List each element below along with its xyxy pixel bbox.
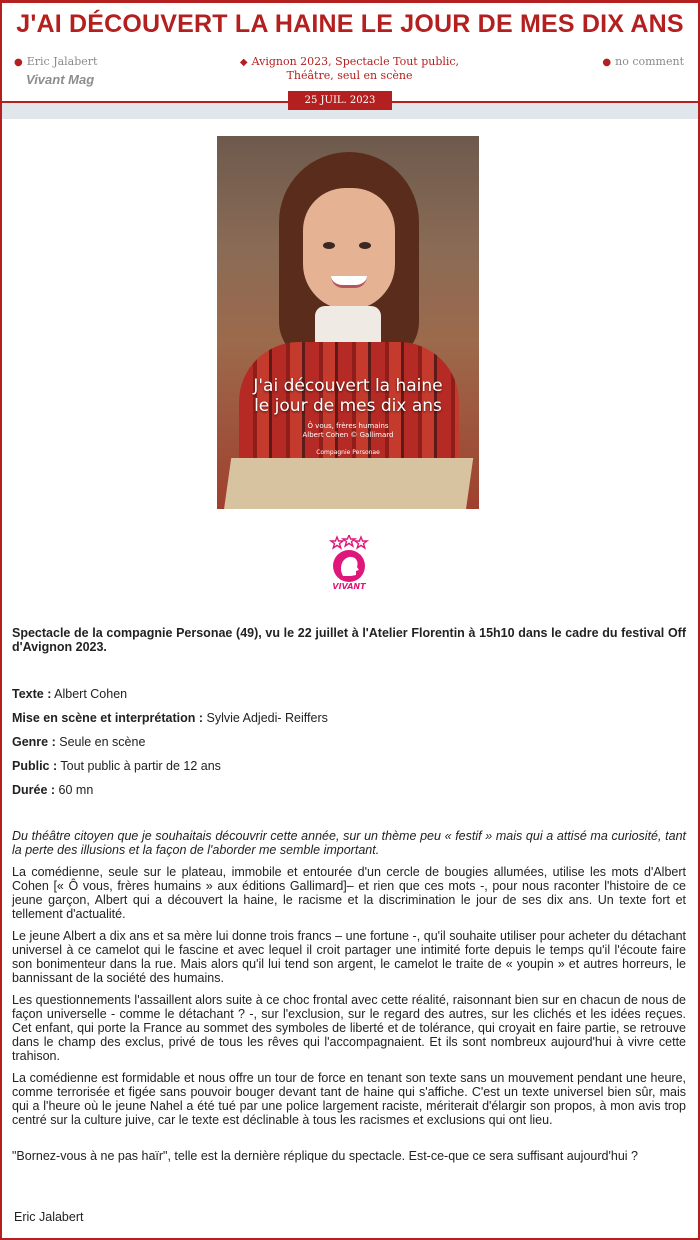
fact-value: Tout public à partir de 12 ans xyxy=(57,759,221,773)
author-meta[interactable] xyxy=(14,55,97,68)
poster-company: Compagnie Personae xyxy=(316,449,380,456)
signature: Eric Jalabert xyxy=(14,1210,84,1224)
logo-text: VIVANT xyxy=(332,582,366,591)
article-title: J'AI DÉCOUVERT LA HAINE LE JOUR DE MES DIX ANS xyxy=(16,10,684,38)
poster-title-line-1: J'ai découvert la haine xyxy=(253,376,443,396)
fact-value: Sylvie Adjedi- Reiffers xyxy=(203,711,328,725)
poster-subtitle xyxy=(217,422,479,440)
tags-meta[interactable] xyxy=(232,55,467,82)
fact-duration xyxy=(12,783,93,797)
show-poster xyxy=(217,136,479,509)
fact-genre xyxy=(12,735,145,749)
poster-title-line-2: le jour de mes dix ans xyxy=(254,396,442,416)
lead-paragraph: Du théâtre citoyen que je souhaitais découvrir cette année, sur un thème peu « festif » mais qui a attisé ma curiosité, tant la perte des illusions et la façon de l'aborder me semble important. xyxy=(12,829,686,857)
date-badge: 25 JUIL. 2023 xyxy=(288,91,392,110)
fact-label: Public : xyxy=(12,759,58,773)
body-paragraph-3: Les questionnements l'assaillent alors suite à ce choc frontal avec cette réalité, raisonnant bien sur en chacun de nous de façon universelle - comme le détachant ? -, sur l'exclusion, sur le regard des autres, sur les clichés et les idées reçues. Cet enfant, qui porte la France au sommet des symboles de liberté et de tolérance, qui croyait en faire partie, se retrouve dans le champ des exclus, privé de tous les rêves qui l'accompagnaient. Et ils sont nombreux aujourd'hui à vivre cette trahison. xyxy=(12,993,686,1063)
logo-star-right xyxy=(355,537,367,548)
fact-label: Durée : xyxy=(12,783,56,797)
user-icon: ● xyxy=(14,57,23,68)
body-paragraph-1: La comédienne, seule sur le plateau, immobile et entourée d'un cercle de bougies allumées, utilise les mots d'Albert Cohen [« Ô vous, frères humains » aux éditions Gallimard]– et rien que ces mots -, pour nous raconter l'histoire de ce jeune garçon, Albert qui a découvert la haine, le racisme et la discrimination le jour de ses dix ans. Un texte fort et tellement d'actualité. xyxy=(12,865,686,921)
fact-staging xyxy=(12,711,328,725)
logo-star-left xyxy=(331,537,343,548)
poster-book xyxy=(223,458,473,509)
fact-value: Albert Cohen xyxy=(51,687,128,701)
comments-link[interactable]: no comment xyxy=(615,55,684,68)
fact-text xyxy=(12,687,127,701)
tags-line-1[interactable]: Avignon 2023, Spectacle Tout public, xyxy=(251,55,460,68)
tag-icon: ◆ xyxy=(239,57,248,68)
author-name[interactable]: Eric Jalabert xyxy=(26,55,98,68)
body-paragraph-4: La comédienne est formidable et nous offre un tour de force en tenant son texte sans un mouvement pendant une heure, comme terrorisée et figée sans pouvoir bouger devant tant de haine qui s'affiche. C'est un texte universel bien sûr, mais qui a l'heure où le jeune Nahel a été tué par une police largement raciste, mériterait d'élargir son propos, à mon avis trop centré sur la culture juive, car le texte est déclinable à tous les racismes et exclusions qui ont lieu. xyxy=(12,1071,686,1127)
fact-label: Genre : xyxy=(12,735,56,749)
publication-name: Vivant Mag xyxy=(26,72,95,87)
poster-title xyxy=(217,376,479,416)
vivant-logo xyxy=(325,535,373,591)
comment-icon: ● xyxy=(602,57,612,68)
poster-subtitle-line-1: Ô vous, frères humains xyxy=(307,422,389,430)
poster-face xyxy=(303,188,395,310)
fact-value: Seule en scène xyxy=(55,735,146,749)
poster-eye-left xyxy=(323,242,335,249)
poster-eye-right xyxy=(359,242,371,249)
body-paragraph-5: "Bornez-vous à ne pas haïr", telle est la dernière réplique du spectacle. Est-ce-que ce sera suffisant aujourd'hui ? xyxy=(12,1149,638,1163)
body-paragraph-2: Le jeune Albert a dix ans et sa mère lui donne trois francs – une fortune -, qu'il souhaite utiliser pour acheter du détachant universel à ce camelot qui le fascine et avec lequel il croit partager une intimité forte depuis le temps qu'il l'écoute faire son bonimenteur dans la rue. Mais alors qu'il lui tend son argent, le camelot le traite de « youpin » et autres horreurs, le bannissant de la société des humains. xyxy=(12,929,686,985)
intro-paragraph: Spectacle de la compagnie Personae (49), vu le 22 juillet à l'Atelier Florentin à 15h10 dans le cadre du festival Off d'Avignon 2023. xyxy=(12,626,686,654)
fact-label: Mise en scène et interprétation : xyxy=(12,711,204,725)
tags-line-2[interactable]: Théâtre, seul en scène xyxy=(286,69,413,82)
poster-subtitle-line-2: Albert Cohen © Gallimard xyxy=(302,431,394,439)
fact-value: 60 mn xyxy=(55,783,94,797)
fact-audience xyxy=(12,759,221,773)
fact-label: Texte : xyxy=(12,687,52,701)
comments-meta[interactable] xyxy=(602,55,684,68)
